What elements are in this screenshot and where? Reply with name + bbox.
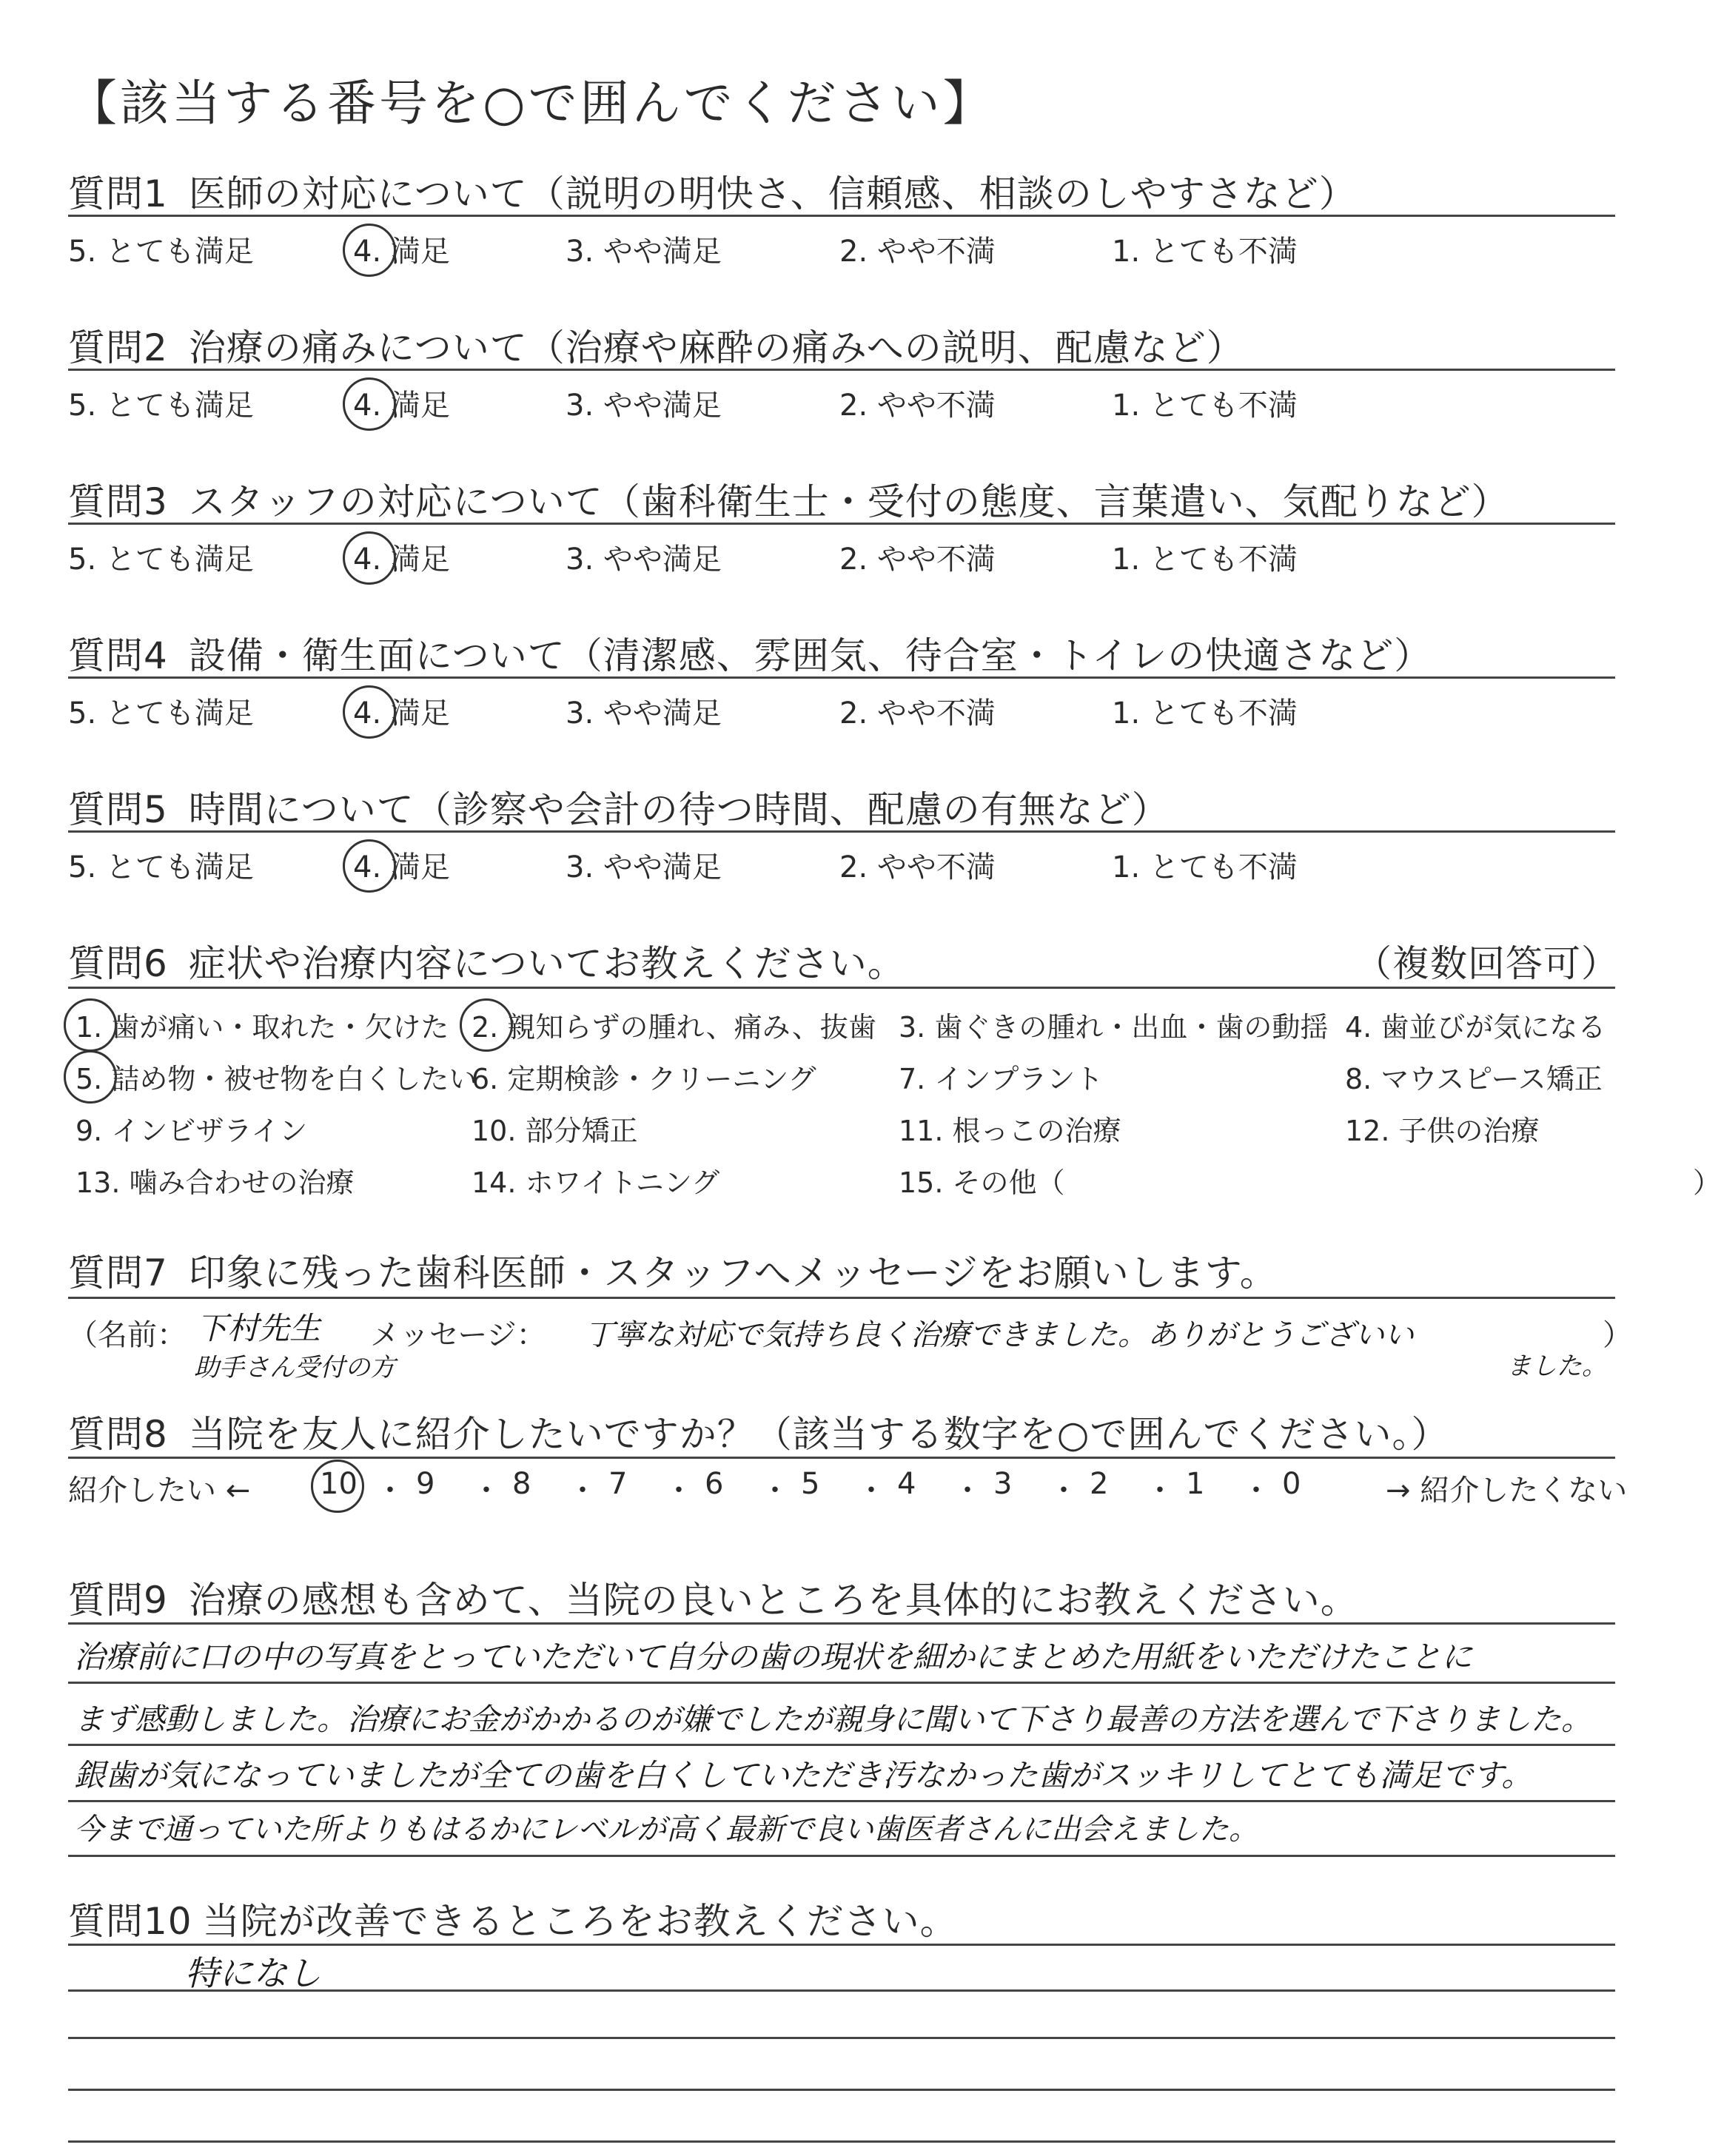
q8-scale-2[interactable]: 2 xyxy=(1090,1467,1109,1501)
q8-scale-3[interactable]: 3 xyxy=(993,1467,1013,1501)
q9-rule-line-3 xyxy=(68,1800,1615,1802)
q10-line-1 xyxy=(68,1989,1615,1992)
q2-title xyxy=(68,318,1244,372)
q2-options xyxy=(68,382,1615,426)
q10-number: 質問10 xyxy=(68,1900,192,1943)
q4-option-3[interactable]: 3. やや満足 xyxy=(566,696,722,731)
q4-option-1[interactable]: 1. とても不満 xyxy=(1112,696,1298,731)
q8-scale-separator: ・ xyxy=(1145,1474,1175,1508)
q1-text: 医師の対応について（説明の明快さ、信頼感、相談のしやすさなど） xyxy=(188,172,1357,215)
q8-scale-separator: ・ xyxy=(1241,1474,1271,1508)
q8-scale-10[interactable]: 10 xyxy=(320,1467,358,1501)
q8-scale-5[interactable]: 5 xyxy=(801,1467,820,1501)
q6-rule xyxy=(68,987,1615,989)
q4-options xyxy=(68,690,1615,734)
q8-scale-separator: ・ xyxy=(472,1474,501,1508)
q6-option-1[interactable]: 1. 歯が痛い・取れた・欠けた xyxy=(76,1011,449,1044)
q9-text: 治療の感想も含めて、当院の良いところを具体的にお教えください。 xyxy=(188,1579,1358,1622)
q10-rule xyxy=(68,1944,1615,1946)
q7-message-value-2: ました。 xyxy=(1506,1351,1607,1381)
q3-option-2[interactable]: 2. やや不満 xyxy=(839,543,996,577)
q8-rule xyxy=(68,1457,1615,1459)
q2-rule xyxy=(68,369,1615,371)
q4-option-2[interactable]: 2. やや不満 xyxy=(839,696,996,731)
q3-option-5[interactable]: 5. とても満足 xyxy=(68,543,254,577)
q3-number: 質問3 xyxy=(68,480,168,523)
q5-option-5[interactable]: 5. とても満足 xyxy=(68,850,254,884)
q6-option-12[interactable]: 12. 子供の治療 xyxy=(1345,1115,1540,1147)
q8-scale-separator: ・ xyxy=(375,1474,405,1508)
q7-text: 印象に残った歯科医師・スタッフへメッセージをお願いします。 xyxy=(188,1252,1278,1294)
q5-rule xyxy=(68,830,1615,833)
q3-options xyxy=(68,536,1615,580)
q6-option-9[interactable]: 9. インビザライン xyxy=(76,1115,308,1147)
q4-number: 質問4 xyxy=(68,634,168,677)
q6-option-11[interactable]: 11. 根っこの治療 xyxy=(899,1115,1121,1147)
q8-scale-7[interactable]: 7 xyxy=(608,1467,628,1501)
q6-option-4[interactable]: 4. 歯並びが気になる xyxy=(1345,1011,1606,1044)
q2-option-1[interactable]: 1. とても不満 xyxy=(1112,389,1298,423)
q10-line-3 xyxy=(68,2089,1615,2091)
q8-text: 当院を友人に紹介したいですか？（該当する数字を○で囲んでください。） xyxy=(188,1413,1449,1456)
q8-scale-9[interactable]: 9 xyxy=(416,1467,435,1501)
q9-rule-line-4 xyxy=(68,1855,1615,1857)
q6-note: （複数回答可） xyxy=(1355,942,1619,985)
q8-scale-separator: ・ xyxy=(664,1474,694,1508)
q7-message-label: メッセージ： xyxy=(370,1318,546,1352)
q6-title xyxy=(68,934,905,987)
q10-answer: 特になし xyxy=(185,1953,321,1993)
q8-scale-4[interactable]: 4 xyxy=(897,1467,916,1501)
q8-left-label: 紹介したい ← xyxy=(68,1474,251,1508)
q1-options xyxy=(68,228,1615,272)
q1-option-5[interactable]: 5. とても満足 xyxy=(68,235,254,269)
survey-heading: 【該当する番号を○で囲んでください】 xyxy=(68,75,995,132)
q8-scale-8[interactable]: 8 xyxy=(512,1467,531,1501)
q1-rule xyxy=(68,215,1615,217)
q1-option-3[interactable]: 3. やや満足 xyxy=(566,235,722,269)
q8-scale-separator: ・ xyxy=(953,1474,982,1508)
q5-option-1[interactable]: 1. とても不満 xyxy=(1112,850,1298,884)
q10-title xyxy=(68,1892,958,1945)
q9-answer-line-3: 銀歯が気になっていましたが全ての歯を白くしていただき汚なかった歯がスッキリしてとても満足です。 xyxy=(74,1757,1533,1793)
q9-rule-line-1 xyxy=(68,1682,1615,1684)
q8-scale-1[interactable]: 1 xyxy=(1186,1467,1205,1501)
q4-rule xyxy=(68,676,1615,679)
q6-option-7[interactable]: 7. インプラント xyxy=(899,1063,1104,1095)
q2-number: 質問2 xyxy=(68,326,168,369)
q6-option-16[interactable]: ） xyxy=(1693,1166,1721,1199)
q7-name-value-2: 助手さん受付の方 xyxy=(194,1353,395,1383)
q9-title xyxy=(68,1571,1358,1624)
q10-line-2 xyxy=(68,2037,1615,2039)
q7-rule xyxy=(68,1297,1615,1299)
q1-title xyxy=(68,164,1357,218)
q7-name-value-1: 下村先生 xyxy=(196,1310,321,1346)
q8-scale-separator: ・ xyxy=(856,1474,886,1508)
q9-answer-line-1: 治療前に口の中の写真をとっていただいて自分の歯の現状を細かにまとめた用紙をいただけたことに xyxy=(74,1639,1473,1675)
q5-title xyxy=(68,780,1170,833)
q3-title xyxy=(68,472,1509,525)
q10-line-4 xyxy=(68,2140,1615,2143)
q4-text: 設備・衛生面について（清潔感、雰囲気、待合室・トイレの快適さなど） xyxy=(188,634,1432,677)
q7-message-value-1: 丁寧な対応で気持ち良く治療できました。ありがとうございい xyxy=(585,1318,1414,1352)
q4-option-4[interactable]: 4. 満足 xyxy=(353,696,450,731)
q6-text: 症状や治療内容についてお教えください。 xyxy=(188,942,905,985)
q1-option-1[interactable]: 1. とても不満 xyxy=(1112,235,1298,269)
q8-scale-separator: ・ xyxy=(568,1474,597,1508)
q5-text: 時間について（診察や会計の待つ時間、配慮の有無など） xyxy=(188,788,1170,831)
q9-answer-line-2: まず感動しました。治療にお金がかかるのが嫌でしたが親身に聞いて下さり最善の方法を選んで下さりました。 xyxy=(74,1702,1591,1737)
q6-option-14[interactable]: 14. ホワイトニング xyxy=(472,1166,720,1199)
q5-number: 質問5 xyxy=(68,788,168,831)
q1-option-2[interactable]: 2. やや不満 xyxy=(839,235,996,269)
q3-text: スタッフの対応について（歯科衛生士・受付の態度、言葉遣い、気配りなど） xyxy=(188,480,1509,523)
q6-option-2[interactable]: 2. 親知らずの腫れ、痛み、抜歯 xyxy=(472,1011,876,1044)
q9-answer-line-4: 今まで通っていた所よりもはるかにレベルが高く最新で良い歯医者さんに出会えました。 xyxy=(74,1813,1258,1847)
q6-option-5[interactable]: 5. 詰め物・被せ物を白くしたい xyxy=(76,1063,477,1095)
q10-text: 当院が改善できるところをお教えください。 xyxy=(202,1900,958,1943)
q5-option-3[interactable]: 3. やや満足 xyxy=(566,850,722,884)
q6-option-3[interactable]: 3. 歯ぐきの腫れ・出血・歯の動揺 xyxy=(899,1011,1329,1044)
q6-option-10[interactable]: 10. 部分矯正 xyxy=(472,1115,638,1147)
q5-option-2[interactable]: 2. やや不満 xyxy=(839,850,996,884)
q7-title xyxy=(68,1243,1278,1297)
q6-option-15[interactable]: 15. その他（ xyxy=(899,1166,1065,1199)
q4-option-5[interactable]: 5. とても満足 xyxy=(68,696,254,731)
q6-option-13[interactable]: 13. 噛み合わせの治療 xyxy=(76,1166,355,1199)
q7-number: 質問7 xyxy=(68,1252,168,1294)
q2-option-3[interactable]: 3. やや満足 xyxy=(566,389,722,423)
q8-title xyxy=(68,1405,1449,1458)
q2-text: 治療の痛みについて（治療や麻酔の痛みへの説明、配慮など） xyxy=(188,326,1244,369)
q2-option-4[interactable]: 4. 満足 xyxy=(353,389,450,423)
q7-close-paren: ） xyxy=(1603,1318,1632,1352)
q8-scale-0[interactable]: 0 xyxy=(1282,1467,1301,1501)
q8-right-label: → 紹介したくない xyxy=(1386,1474,1628,1508)
q8-scale-separator: ・ xyxy=(1049,1474,1078,1508)
q9-number: 質問9 xyxy=(68,1579,168,1622)
q1-option-4[interactable]: 4. 満足 xyxy=(353,235,450,269)
q8-scale-6[interactable]: 6 xyxy=(705,1467,724,1501)
q3-option-3[interactable]: 3. やや満足 xyxy=(566,543,722,577)
q9-rule xyxy=(68,1622,1615,1625)
q3-option-4[interactable]: 4. 満足 xyxy=(353,543,450,577)
q9-rule-line-2 xyxy=(68,1744,1615,1746)
q5-option-4[interactable]: 4. 満足 xyxy=(353,850,450,884)
q8-scale-separator: ・ xyxy=(760,1474,790,1508)
q7-name-label: （名前： xyxy=(68,1318,187,1352)
q1-number: 質問1 xyxy=(68,172,168,215)
q2-option-2[interactable]: 2. やや不満 xyxy=(839,389,996,423)
q3-rule xyxy=(68,523,1615,525)
q6-number: 質問6 xyxy=(68,942,168,985)
q8-number: 質問8 xyxy=(68,1413,168,1456)
q3-option-1[interactable]: 1. とても不満 xyxy=(1112,543,1298,577)
q6-option-6[interactable]: 6. 定期検診・クリーニング xyxy=(472,1063,816,1095)
q6-option-8[interactable]: 8. マウスピース矯正 xyxy=(1345,1063,1603,1095)
q2-option-5[interactable]: 5. とても満足 xyxy=(68,389,254,423)
q4-title xyxy=(68,626,1432,679)
q5-options xyxy=(68,844,1615,888)
